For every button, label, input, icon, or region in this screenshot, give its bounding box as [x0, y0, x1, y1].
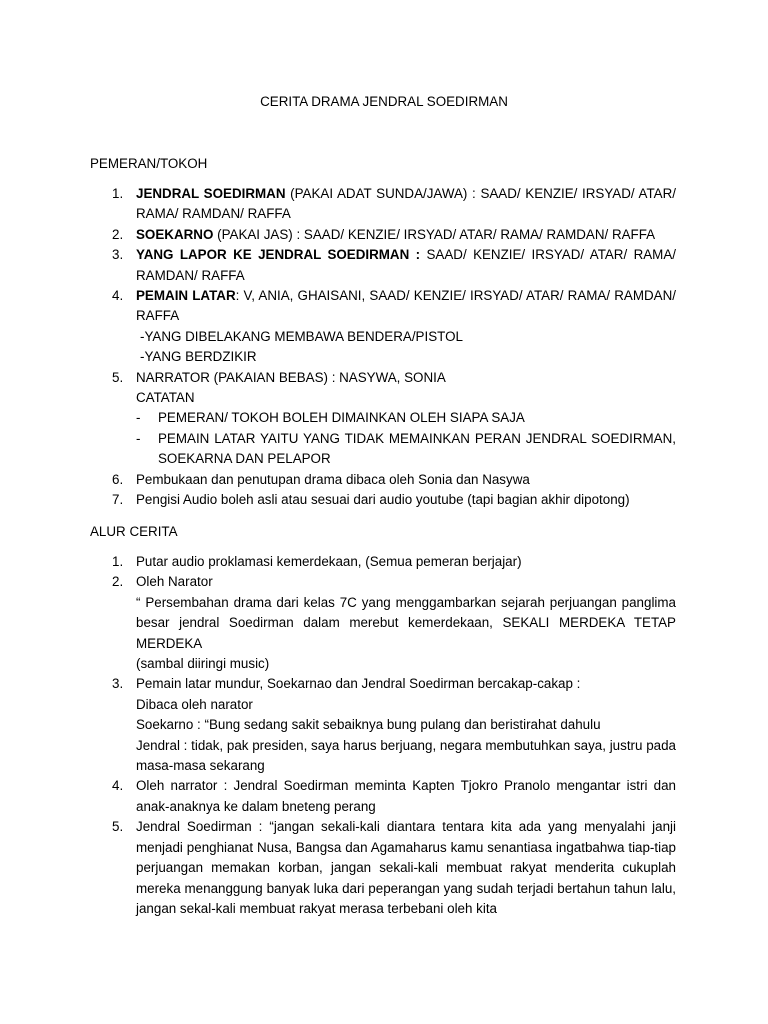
list-number: 1.: [112, 554, 124, 569]
narration-quote: “ Persembahan drama dari kelas 7C yang menggambarkan sejarah perjuangan panglima besar jendral Soedirman dalam merebut kemerdekaan, SEKALI MERDEKA TETAP MERDEKA: [136, 594, 676, 651]
role-name: SOEKARNO: [136, 226, 214, 242]
document-title: CERITA DRAMA JENDRAL SOEDIRMAN: [260, 94, 508, 109]
catatan-text: PEMERAN/ TOKOH BOLEH DIMAINKAN OLEH SIAPA SAJA: [158, 410, 525, 426]
narrator-line: NARRATOR (PAKAIAN BEBAS) : NASYWA, SONIA: [136, 369, 446, 385]
list-item: [90, 184, 676, 225]
role-name: JENDRAL SOEDIRMAN: [136, 186, 286, 201]
sub-note: -YANG DIBELAKANG MEMBAWA BENDERA/PISTOL: [140, 328, 463, 344]
dialogue-line: Soekarno : “Bung sedang sakit sebaiknya bung pulang dan beristirahat dahulu: [136, 717, 601, 733]
list-text: Oleh Narator: [136, 574, 213, 590]
pemeran-list: [90, 184, 676, 511]
list-number: 2.: [112, 226, 124, 242]
list-item: [90, 368, 676, 470]
role-name: YANG LAPOR KE JENDRAL SOEDIRMAN :: [136, 247, 421, 263]
list-number: 3.: [112, 676, 124, 692]
list-text: Pemain latar mundur, Soekarnao dan Jendral Soedirman bercakap-cakap :: [136, 676, 581, 692]
dash-bullet: -: [136, 410, 141, 426]
sub-note: -YANG BERDZIKIR: [140, 349, 257, 365]
list-item: [90, 572, 676, 674]
role-detail: (PAKAI ADAT SUNDA/JAWA) : SAAD/ KENZIE/ IRSYAD/ ATAR/ RAMA/ RAMDAN/ RAFFA: [136, 186, 676, 222]
list-item: [90, 776, 676, 817]
list-number: 1.: [112, 186, 124, 201]
list-number: 5.: [112, 819, 124, 835]
list-text: Putar audio proklamasi kemerdekaan, (Semua pemeran berjajar): [136, 554, 522, 569]
role-detail: : V, ANIA, GHAISANI, SAAD/ KENZIE/ IRSYAD/ ATAR/ RAMA/ RAMDAN/ RAFFA: [136, 288, 676, 324]
list-number: 4.: [112, 288, 124, 304]
dash-bullet: -: [136, 430, 141, 446]
list-number: 5.: [112, 369, 124, 385]
catatan-item: [136, 429, 676, 470]
catatan-label: CATATAN: [136, 390, 195, 406]
list-item: [90, 286, 676, 368]
role-detail: (PAKAI JAS) : SAAD/ KENZIE/ IRSYAD/ ATAR/ RAMA/ RAMDAN/ RAFFA: [213, 226, 656, 242]
list-number: 3.: [112, 247, 124, 263]
catatan-text: PEMAIN LATAR YAITU YANG TIDAK MEMAINKAN PERAN JENDRAL SOEDIRMAN, SOEKARNA DAN PELAPOR: [158, 430, 676, 467]
list-number: 2.: [112, 574, 124, 590]
list-text: Oleh narrator : Jendral Soedirman meminta Kapten Tjokro Pranolo mengantar istri dan anak-anaknya ke dalam bneteng perang: [136, 778, 676, 814]
list-text: Pembukaan dan penutupan drama dibaca oleh Sonia dan Nasywa: [136, 471, 530, 487]
list-text: Pengisi Audio boleh asli atau sesuai dari audio youtube (tapi bagian akhir dipotong): [136, 492, 630, 508]
section-heading-alur: ALUR CERITA: [90, 524, 178, 539]
role-name: PEMAIN LATAR: [136, 288, 236, 304]
dialogue-line: Jendral : tidak, pak presiden, saya harus berjuang, negara membutuhkan saya, justru pada masa-masa sekarang: [136, 737, 676, 774]
list-number: 4.: [112, 778, 124, 794]
section-heading-pemeran: PEMERAN/TOKOH: [90, 156, 208, 171]
list-item: [90, 674, 676, 776]
stage-note: Dibaca oleh narator: [136, 696, 253, 712]
list-item: [90, 470, 676, 490]
stage-note: (sambal diiringi music): [136, 656, 270, 672]
list-item: [90, 817, 676, 919]
alur-list: [90, 552, 676, 919]
dialogue-line: Jendral Soedirman : “jangan sekali-kali diantara tentara kita ada yang menyalahi janji menjadi penghianat Nusa, Bangsa dan Agamaharus kamu senantiasa ingatbahwa tiap-tiap perjuangan memakan korban, jangan sekali-kali membuat rakyat menderita cukuplah mereka menanggung banyak luka dari peperangan yang sudah terjadi bertahun tahun lalu, jangan sekal-kali membuat rakyat merasa terbebani oleh kita: [136, 819, 676, 916]
list-item: [90, 225, 676, 245]
list-number: 7.: [112, 492, 124, 508]
role-detail: SAAD/ KENZIE/ IRSYAD/ ATAR/ RAMA/ RAMDAN/ RAFFA: [136, 247, 676, 283]
catatan-item: [136, 408, 676, 428]
list-item: [90, 490, 676, 510]
list-item: [90, 552, 676, 572]
list-item: [90, 245, 676, 286]
list-number: 6.: [112, 471, 124, 487]
